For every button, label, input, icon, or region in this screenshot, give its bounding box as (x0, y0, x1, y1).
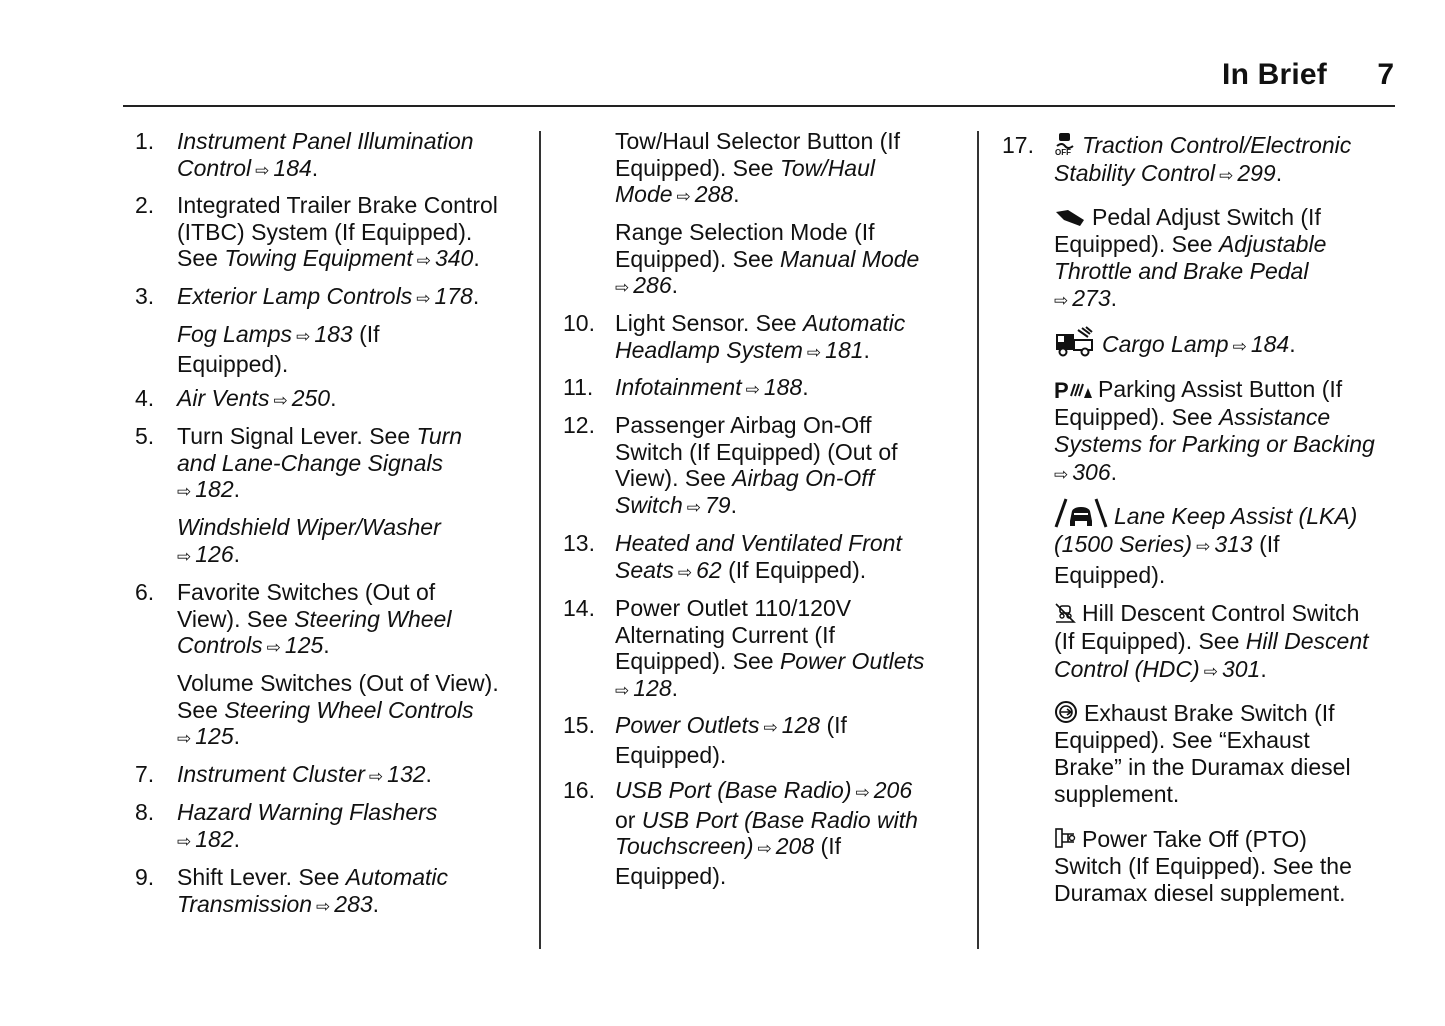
page-ref: 306 (1072, 458, 1111, 485)
list-subitem-parking-assist (1054, 376, 1402, 488)
punct: . (1260, 656, 1267, 682)
page-ref: 125 (195, 723, 234, 750)
item-text: Turn Signal Lever. See (177, 423, 411, 449)
item-text: Equipped). See “Exhaust (1054, 727, 1310, 753)
list-item-8 (135, 799, 530, 855)
item-ref: Steering Wheel (294, 605, 452, 632)
exhaust-brake-icon (1054, 700, 1078, 724)
item-ref: Lane Keep Assist (LKA) (1114, 503, 1358, 529)
item-text: (If Equipped). (728, 556, 867, 583)
item-text: or (615, 806, 636, 833)
item-ref: Fog Lamps (177, 321, 293, 347)
item-text: View). See (177, 605, 288, 632)
page-ref: 126 (195, 540, 234, 567)
item-text: Equipped). See (615, 648, 774, 675)
item-text: (ITBC) System (If Equipped). (177, 218, 473, 245)
page-ref-arrow-icon: ⇨ (855, 783, 870, 802)
page-ref-arrow-icon: ⇨ (1219, 166, 1234, 185)
item-text: View). See (615, 465, 726, 492)
page-ref: 301 (1221, 656, 1261, 682)
item-text: Range Selection Mode (If (615, 219, 875, 245)
item-text: Equipped). (615, 862, 727, 889)
page-ref-arrow-icon: ⇨ (177, 831, 192, 851)
item-text: supplement. (1054, 781, 1180, 807)
list-item-2 (135, 192, 530, 275)
page-header (0, 0, 1445, 120)
item-text: See (177, 696, 218, 723)
item-text: Equipped). (177, 350, 289, 377)
item-ref: Instrument Cluster (177, 761, 365, 787)
page-ref: 250 (291, 385, 331, 411)
item-ref: Touchscreen) (615, 833, 754, 860)
punct: . (1275, 160, 1283, 186)
list-subitem-pedal-adjust (1054, 204, 1402, 314)
item-ref: Systems for Parking or Backing (1054, 431, 1375, 457)
page-ref: 132 (387, 761, 426, 787)
item-ref: Hazard Warning Flashers (177, 799, 438, 825)
punct: . (863, 336, 870, 363)
item-ref: Stability Control (1054, 160, 1216, 186)
page-ref-arrow-icon: ⇨ (1054, 464, 1069, 484)
punct: . (1289, 331, 1296, 357)
item-text: Parking Assist Button (If (1098, 376, 1343, 402)
page-ref-arrow-icon: ⇨ (757, 839, 772, 859)
page-ref-arrow-icon: ⇨ (416, 251, 431, 271)
page-ref: 79 (705, 491, 731, 518)
list-subitem-pto (1054, 826, 1402, 907)
page-ref: 184 (273, 154, 312, 181)
item-text: Brake” in the Duramax diesel (1054, 754, 1351, 780)
list-subitem-volume (177, 670, 537, 753)
power-take-off-icon (1054, 826, 1076, 850)
list-item-12 (563, 412, 963, 521)
item-text: Hill Descent Control Switch (1082, 600, 1360, 626)
page-ref-arrow-icon: ⇨ (1203, 662, 1218, 681)
page-ref-arrow-icon: ⇨ (255, 160, 270, 180)
page-ref: 283 (334, 890, 373, 917)
page-number: 7 (1377, 58, 1394, 91)
item-ref: Tow/Haul (779, 154, 876, 181)
list-subitem-lane-keep-assist (1054, 497, 1402, 589)
list-subitem-exhaust-brake (1054, 700, 1402, 808)
page-ref-arrow-icon: ⇨ (273, 391, 288, 410)
list-subitem-hill-descent (1054, 599, 1402, 686)
item-ref: Headlamp System (615, 336, 803, 363)
page-ref: 208 (775, 833, 815, 860)
cargo-lamp-icon (1054, 326, 1096, 358)
item-text: Exhaust Brake Switch (If (1084, 700, 1335, 726)
page-ref: 62 (696, 556, 722, 583)
list-item-16 (563, 777, 963, 889)
page-ref-arrow-icon: ⇨ (1232, 337, 1247, 356)
item-ref: Infotainment (615, 374, 742, 400)
item-text: Favorite Switches (Out of (177, 579, 436, 605)
page-ref: 273 (1072, 285, 1111, 311)
item-ref: Heated and Ventilated Front (615, 530, 902, 556)
list-item-11 (563, 374, 963, 404)
item-text: (If (820, 833, 841, 860)
list-item-7 (135, 761, 530, 791)
parking-assist-icon (1054, 378, 1092, 400)
item-ref: Power Outlets (779, 648, 925, 675)
item-ref: Power Outlets (615, 712, 760, 738)
item-ref: Towing Equipment (224, 245, 413, 272)
item-ref: Controls (177, 632, 263, 659)
page-ref-arrow-icon: ⇨ (1196, 537, 1211, 556)
punct: . (323, 632, 330, 659)
item-ref: Air Vents (177, 385, 270, 411)
page-ref-arrow-icon: ⇨ (177, 482, 192, 502)
page-ref-arrow-icon: ⇨ (676, 187, 691, 207)
page-ref-arrow-icon: ⇨ (615, 680, 630, 700)
hill-descent-icon (1054, 600, 1076, 624)
item-ref: Control (HDC) (1054, 656, 1200, 682)
list-item-3 (135, 283, 530, 313)
item-number: 1. (135, 128, 155, 154)
lane-keep-assist-icon (1054, 497, 1108, 529)
page-ref: 206 (873, 777, 913, 803)
svg-text:P: P (1054, 378, 1069, 400)
item-ref: Cargo Lamp (1102, 331, 1229, 357)
item-ref: Turn (416, 423, 463, 449)
item-ref: Switch (615, 491, 683, 518)
page-ref: 182 (195, 476, 234, 503)
item-ref: Assistance (1218, 403, 1331, 430)
page-ref-arrow-icon: ⇨ (296, 327, 311, 346)
list-item-4 (135, 385, 530, 415)
punct: . (372, 890, 380, 917)
item-ref: Hill Descent (1245, 628, 1369, 654)
item-number: 8. (135, 799, 155, 825)
item-text: Power Outlet 110/120V (615, 595, 852, 621)
item-text: Switch (If Equipped). See the (1054, 853, 1352, 879)
list-subitem-wiper (177, 514, 530, 570)
list-item-1 (135, 128, 530, 184)
punct: . (671, 272, 679, 299)
list-item-13 (563, 530, 963, 586)
page-ref-arrow-icon: ⇨ (763, 718, 778, 737)
item-text: See (177, 245, 218, 272)
page-ref-arrow-icon: ⇨ (368, 767, 384, 786)
page-ref: 340 (434, 245, 474, 272)
list-subitem-range-selection (615, 219, 963, 302)
item-number: 15. (563, 712, 595, 738)
page-ref-arrow-icon: ⇨ (686, 497, 701, 517)
item-ref: (1500 Series) (1054, 531, 1193, 557)
item-number: 3. (135, 283, 155, 309)
punct: . (1110, 285, 1118, 311)
page-ref: 183 (314, 321, 353, 347)
punct: . (733, 181, 740, 208)
punct: . (330, 385, 337, 411)
list-item-14 (563, 595, 963, 704)
item-ref: Control (177, 154, 252, 181)
item-ref: Seats (615, 556, 674, 583)
svg-text:OFF: OFF (1055, 148, 1071, 156)
list-item-9 (135, 864, 530, 920)
page-ref: 125 (284, 632, 324, 659)
page-ref: 128 (633, 674, 672, 701)
page-ref: 178 (434, 283, 473, 309)
punct: . (425, 761, 432, 787)
punct: . (671, 674, 679, 701)
item-number: 5. (135, 423, 155, 449)
item-text: (If (359, 321, 380, 347)
page-ref-arrow-icon: ⇨ (615, 278, 630, 298)
item-text: Equipped). (615, 741, 727, 768)
item-text: Switch (If Equipped) (Out of (615, 438, 898, 465)
list-subitem-fog-lamps (177, 321, 530, 377)
punct: . (1110, 458, 1118, 485)
item-number: 9. (135, 864, 155, 890)
list-item-17 (1002, 131, 1402, 190)
item-text: (If (1259, 531, 1280, 557)
punct: . (233, 723, 241, 750)
item-ref: Traction Control/Electronic (1082, 132, 1352, 158)
item-ref: Automatic (345, 864, 449, 890)
page-ref-arrow-icon: ⇨ (1054, 291, 1069, 310)
item-number: 2. (135, 192, 155, 218)
item-ref: Instrument Panel Illumination (177, 128, 474, 154)
item-ref: and Lane-Change Signals (177, 449, 443, 476)
item-text: Equipped). See (615, 245, 774, 272)
page-ref: 313 (1214, 531, 1253, 557)
page-ref: 182 (195, 825, 234, 852)
list-subitem-tow-haul (615, 128, 963, 211)
page-ref: 184 (1250, 331, 1290, 357)
item-text: Volume Switches (Out of View). (177, 670, 499, 696)
list-item-5 (135, 423, 530, 506)
item-number: 17. (1002, 132, 1034, 158)
list-item-10 (563, 310, 963, 366)
page-ref-arrow-icon: ⇨ (745, 380, 760, 399)
punct: . (730, 491, 737, 518)
item-text: Integrated Trailer Brake Control (177, 192, 498, 218)
item-text: Equipped). (1054, 562, 1166, 588)
header-rule (123, 105, 1395, 107)
item-text: Duramax diesel supplement. (1054, 880, 1346, 906)
page-ref-arrow-icon: ⇨ (266, 638, 281, 658)
item-number: 7. (135, 761, 155, 787)
item-text: Shift Lever. See (177, 864, 340, 890)
punct: . (233, 476, 241, 503)
page-ref-arrow-icon: ⇨ (316, 896, 331, 916)
page-ref: 299 (1237, 160, 1276, 186)
item-number: 10. (563, 310, 595, 336)
item-text: (If (826, 712, 847, 738)
item-ref: Steering Wheel Controls (224, 696, 474, 723)
item-ref: Mode (615, 181, 673, 208)
list-item-6 (135, 579, 530, 662)
punct: . (802, 374, 809, 400)
list-item-15 (563, 712, 963, 768)
item-ref: USB Port (Base Radio) (615, 777, 852, 803)
punct: . (473, 245, 480, 272)
item-text: Equipped). See (1054, 403, 1213, 430)
item-number: 16. (563, 777, 595, 803)
item-ref: Transmission (177, 890, 313, 917)
item-text: Pedal Adjust Switch (If (1092, 204, 1321, 230)
page-ref-arrow-icon: ⇨ (177, 729, 192, 749)
item-number: 12. (563, 412, 595, 438)
page-ref: 286 (633, 272, 672, 299)
pedal-adjust-icon (1054, 208, 1086, 228)
punct: . (233, 540, 241, 567)
item-number: 6. (135, 579, 155, 605)
item-ref: Manual Mode (779, 245, 920, 272)
page-ref-arrow-icon: ⇨ (416, 289, 431, 308)
page-ref-arrow-icon: ⇨ (677, 562, 693, 582)
item-number: 11. (563, 374, 594, 400)
item-ref: Automatic (802, 310, 906, 336)
page-ref-arrow-icon: ⇨ (806, 342, 822, 362)
punct: . (472, 283, 480, 309)
item-text: Power Take Off (PTO) (1082, 826, 1307, 852)
page-ref: 128 (781, 712, 821, 738)
item-text: Equipped). See (1054, 231, 1213, 257)
traction-control-off-icon (1054, 132, 1076, 156)
punct: . (233, 825, 241, 852)
item-text: (If Equipped). See (1054, 628, 1240, 654)
column-divider-1 (539, 131, 541, 949)
item-text: Alternating Current (If (615, 621, 835, 648)
item-ref: Exterior Lamp Controls (177, 283, 413, 309)
list-subitem-cargo-lamp (1054, 326, 1402, 362)
page-ref-arrow-icon: ⇨ (177, 546, 192, 566)
item-number: 13. (563, 530, 595, 556)
item-number: 4. (135, 385, 155, 411)
column-divider-2 (977, 131, 979, 949)
item-ref: Adjustable (1218, 231, 1327, 257)
item-text: Light Sensor. See (615, 310, 797, 336)
item-ref: Airbag On-Off (732, 465, 875, 492)
item-ref: Throttle and Brake Pedal (1054, 258, 1309, 284)
page-ref: 181 (825, 336, 864, 363)
page-ref: 288 (694, 181, 734, 208)
item-ref: USB Port (Base Radio with (641, 806, 918, 833)
punct: . (311, 154, 319, 181)
item-ref: Windshield Wiper/Washer (177, 514, 441, 540)
section-title: In Brief (1222, 58, 1327, 91)
item-text: Tow/Haul Selector Button (If (615, 128, 901, 154)
page-ref: 188 (763, 374, 803, 400)
item-number: 14. (563, 595, 595, 621)
item-text: Equipped). See (615, 154, 774, 181)
item-text: Passenger Airbag On-Off (615, 412, 872, 438)
